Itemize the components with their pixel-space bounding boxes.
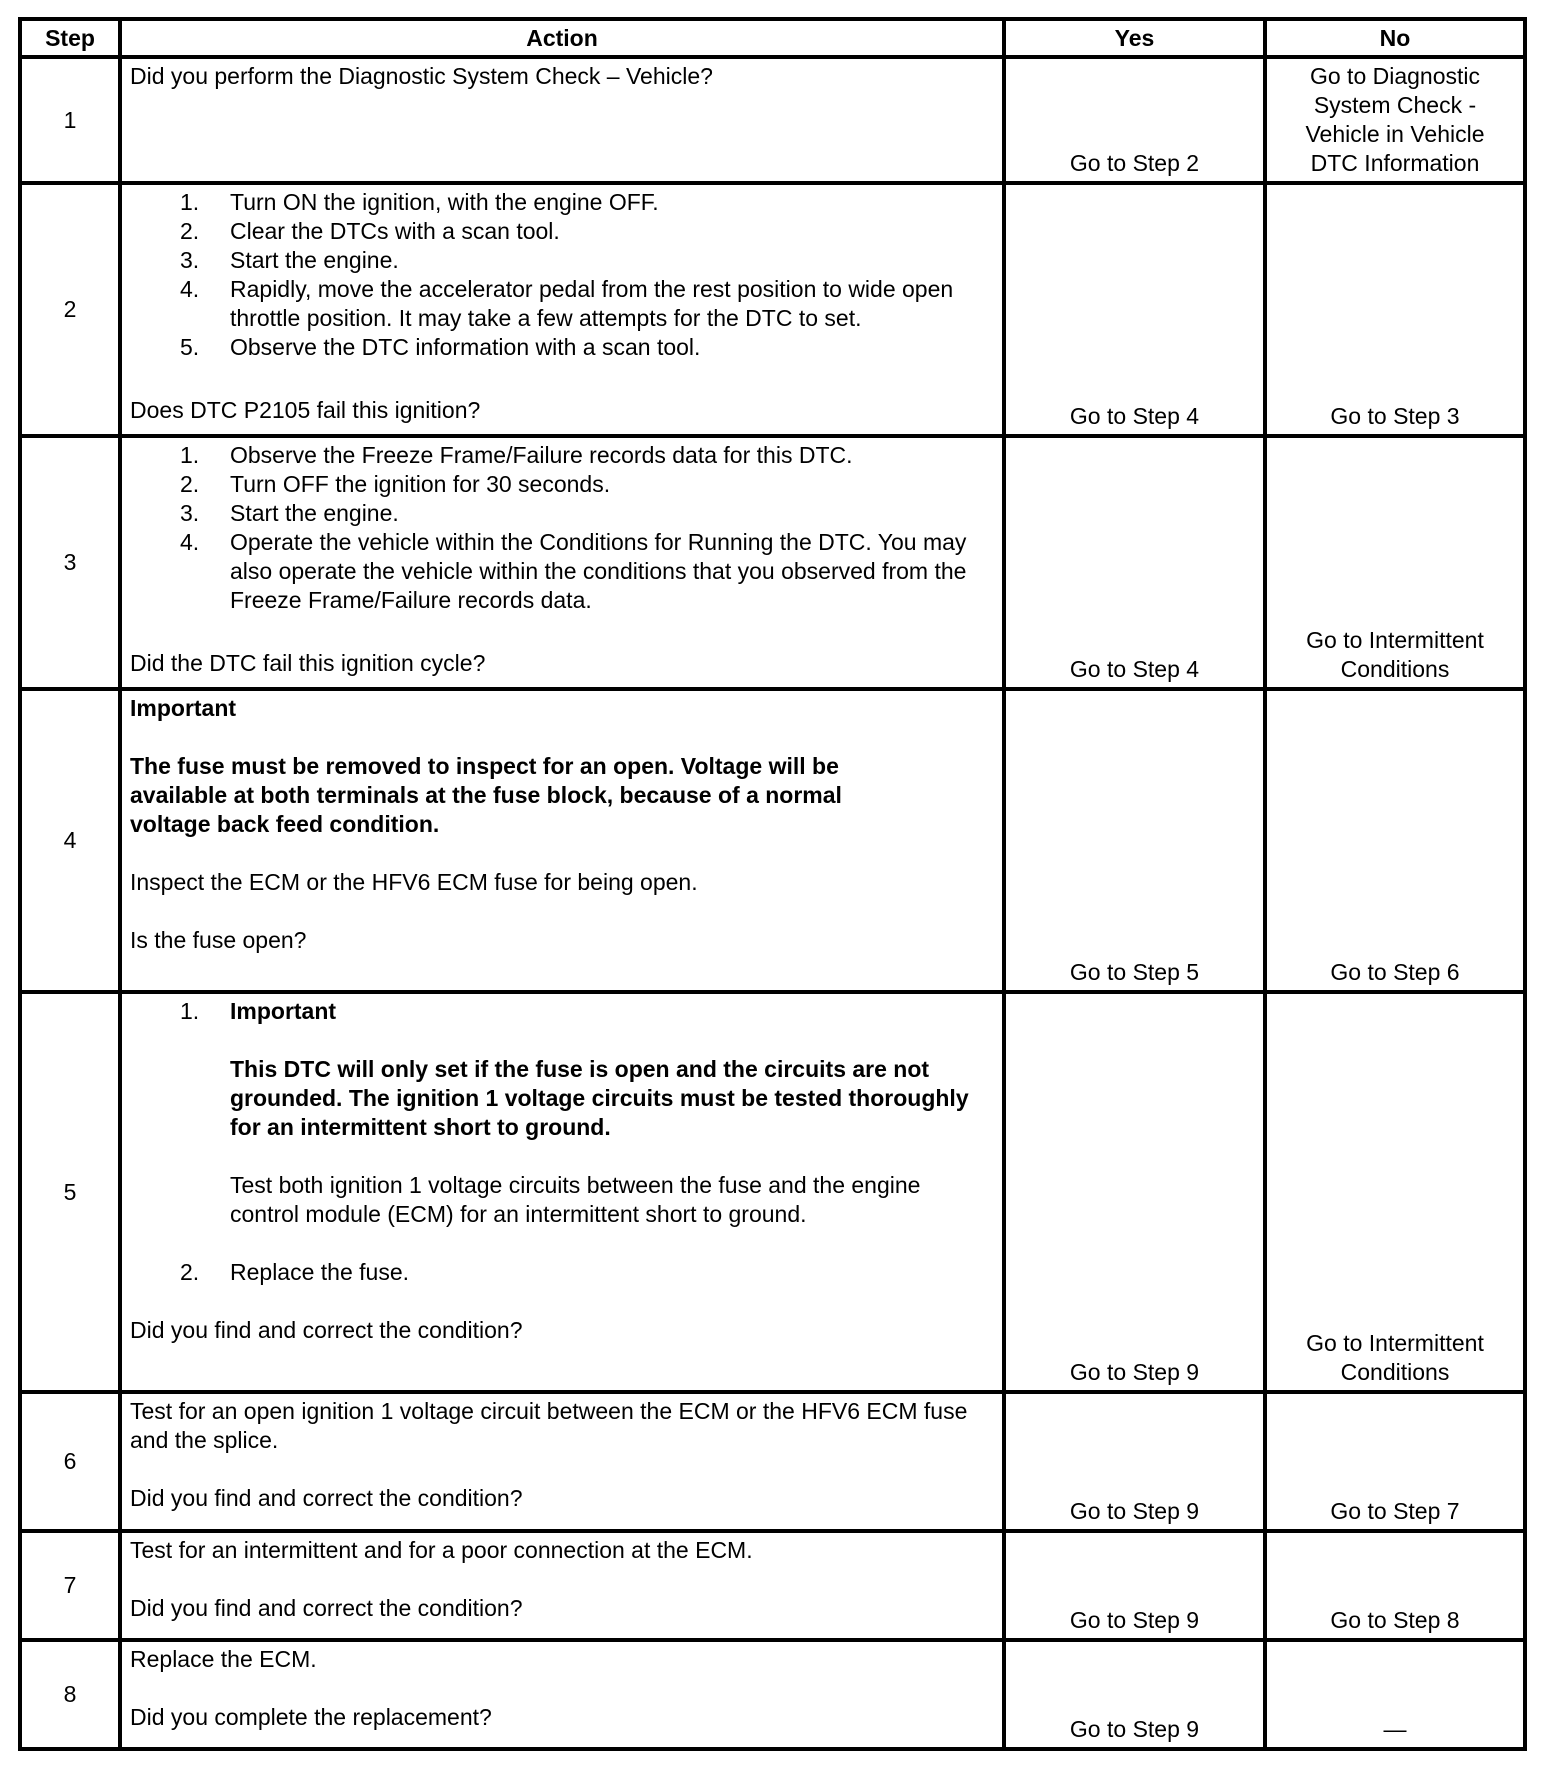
no-cell: Go to Step 6 <box>1265 689 1525 992</box>
action-list <box>130 997 994 1287</box>
list-item: 2. Turn OFF the ignition for 30 seconds. <box>180 471 611 497</box>
no-text: Go to Diagnostic System Check - Vehicle in Vehicle DTC Information <box>1305 63 1485 176</box>
yes-cell: Go to Step 9 <box>1004 992 1265 1392</box>
table-row <box>20 992 1525 1392</box>
action-cell <box>120 1392 1004 1531</box>
action-cell <box>120 992 1004 1392</box>
list-item: 4. Operate the vehicle within the Conditions for Running the DTC. You may also operate the vehicle within the conditions that you observed from the Freeze Frame/Failure records data. <box>180 529 967 613</box>
yes-cell: Go to Step 2 <box>1004 57 1265 183</box>
yes-cell: Go to Step 4 <box>1004 436 1265 689</box>
action-text: Did you perform the Diagnostic System Check – Vehicle? <box>130 63 713 89</box>
step-number: 6 <box>20 1392 120 1531</box>
table-row <box>20 183 1525 436</box>
action-cell <box>120 183 1004 436</box>
question-text: Did you find and correct the condition? <box>130 1317 523 1343</box>
header-action: Action <box>120 19 1004 57</box>
question-text: Did you complete the replacement? <box>130 1704 492 1730</box>
list-item: 1. Observe the Freeze Frame/Failure records data for this DTC. <box>180 442 853 468</box>
yes-cell: Go to Step 5 <box>1004 689 1265 992</box>
step-number: 5 <box>20 992 120 1392</box>
important-text: The fuse must be removed to inspect for an open. Voltage will be available at both terminals at the fuse block, because of a normal voltage back feed condition. <box>130 753 842 837</box>
list-item: 2. Clear the DTCs with a scan tool. <box>180 218 560 244</box>
header-yes: Yes <box>1004 19 1265 57</box>
step-number: 2 <box>20 183 120 436</box>
table-row <box>20 1640 1525 1749</box>
list-item: 1. Important This DTC will only set if the fuse is open and the circuits are not grounded. The ignition 1 voltage circuits must be tested thoroughly for an intermittent short to ground. Test both ignition 1 voltage circuits between the fuse and the engine control module (ECM) for an intermittent short to ground. <box>180 997 994 1258</box>
list-item: 5. Observe the DTC information with a scan tool. <box>180 334 701 360</box>
action-cell <box>120 1531 1004 1640</box>
question-text: Did you find and correct the condition? <box>130 1595 523 1621</box>
table-row <box>20 57 1525 183</box>
step-number: 1 <box>20 57 120 183</box>
list-item: 3. Start the engine. <box>180 500 399 526</box>
question-text: Does DTC P2105 fail this ignition? <box>130 397 481 423</box>
diagnostic-table <box>18 17 1527 1751</box>
important-text: This DTC will only set if the fuse is open and the circuits are not grounded. The ignition 1 voltage circuits must be tested thoroughly for an intermittent short to ground. <box>230 1056 969 1140</box>
list-item: 2. Replace the fuse. <box>180 1259 410 1285</box>
instruction-text: Inspect the ECM or the HFV6 ECM fuse for being open. <box>130 869 698 895</box>
list-item: 1. Turn ON the ignition, with the engine OFF. <box>180 189 659 215</box>
question-text: Did you find and correct the condition? <box>130 1485 523 1511</box>
important-label: Important <box>230 998 337 1024</box>
action-text: Test for an intermittent and for a poor connection at the ECM. <box>130 1537 753 1563</box>
yes-cell: Go to Step 9 <box>1004 1392 1265 1531</box>
header-row <box>20 19 1525 57</box>
action-cell <box>120 689 1004 992</box>
yes-cell: Go to Step 9 <box>1004 1531 1265 1640</box>
no-cell <box>1265 992 1525 1392</box>
step-number: 8 <box>20 1640 120 1749</box>
no-text: Go to Intermittent Conditions <box>1306 627 1484 682</box>
table-row <box>20 1392 1525 1531</box>
header-no: No <box>1265 19 1525 57</box>
action-cell <box>120 1640 1004 1749</box>
action-cell <box>120 436 1004 689</box>
instruction-text: Test both ignition 1 voltage circuits between the fuse and the engine control module (ECM) for an intermittent short to ground. <box>230 1172 921 1227</box>
no-cell: Go to Step 8 <box>1265 1531 1525 1640</box>
no-cell: Go to Step 7 <box>1265 1392 1525 1531</box>
list-item: 3. Start the engine. <box>180 247 399 273</box>
action-text: Replace the ECM. <box>130 1646 317 1672</box>
action-cell <box>120 57 1004 183</box>
no-cell: Go to Step 3 <box>1265 183 1525 436</box>
table-row <box>20 689 1525 992</box>
question-text: Did the DTC fail this ignition cycle? <box>130 650 486 676</box>
step-number: 3 <box>20 436 120 689</box>
action-list <box>130 188 994 362</box>
step-number: 7 <box>20 1531 120 1640</box>
action-list <box>130 441 994 615</box>
step-number: 4 <box>20 689 120 992</box>
no-cell <box>1265 57 1525 183</box>
question-text: Is the fuse open? <box>130 927 307 953</box>
no-cell <box>1265 436 1525 689</box>
table-row <box>20 436 1525 689</box>
yes-cell: Go to Step 4 <box>1004 183 1265 436</box>
list-item: 4. Rapidly, move the accelerator pedal from the rest position to wide open throttle position. It may take a few attempts for the DTC to set. <box>180 276 954 331</box>
table-row <box>20 1531 1525 1640</box>
important-label: Important <box>130 695 237 721</box>
no-cell: — <box>1265 1640 1525 1749</box>
action-text: Test for an open ignition 1 voltage circuit between the ECM or the HFV6 ECM fuse and the splice. <box>130 1398 968 1453</box>
no-text: Go to Intermittent Conditions <box>1306 1330 1484 1385</box>
yes-cell: Go to Step 9 <box>1004 1640 1265 1749</box>
header-step: Step <box>20 19 120 57</box>
